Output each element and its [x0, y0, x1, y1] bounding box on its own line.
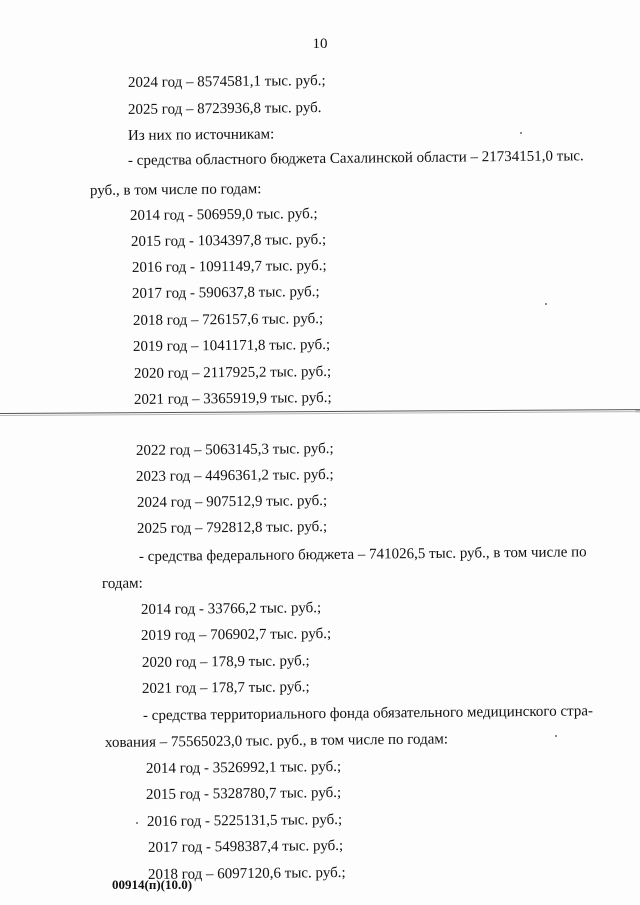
text-line-14: 2022 год – 5063145,3 тыс. руб.; [135, 440, 334, 459]
text-line-7: 2015 год - 1034397,8 тыс. руб.; [130, 231, 327, 250]
text-line-15: 2023 год – 4496361,2 тыс. руб.; [135, 466, 334, 485]
text-line-18: - средства федерального бюджета – 741026,5 тыс. руб., в том числе по [138, 544, 587, 565]
text-line-27: 2015 год - 5328780,7 тыс. руб.; [145, 784, 342, 803]
text-line-17: 2025 год – 792812,8 тыс. руб.; [136, 519, 328, 537]
text-line-20: 2014 год - 33766,2 тыс. руб.; [140, 600, 322, 618]
text-line-8: 2016 год - 1091149,7 тыс. руб.; [131, 257, 327, 276]
text-line-16: 2024 год – 907512,9 тыс. руб.; [136, 493, 328, 511]
text-line-6: 2014 год - 506959,0 тыс. руб.; [129, 206, 318, 224]
text-line-22: 2020 год – 178,9 тыс. руб.; [141, 653, 310, 671]
text-line-29: 2017 год - 5498387,4 тыс. руб.; [147, 837, 344, 856]
text-line-12: 2020 год – 2117925,2 тыс. руб.; [133, 363, 332, 382]
text-line-23: 2021 год – 178,7 тыс. руб.; [141, 679, 310, 697]
text-line-11: 2019 год – 1041171,8 тыс. руб.; [132, 336, 331, 355]
text-line-21: 2019 год – 706902,7 тыс. руб.; [140, 626, 332, 644]
text-line-26: 2014 год - 3526992,1 тыс. руб.; [145, 758, 342, 777]
text-line-5: руб., в том числе по годам: [89, 181, 262, 199]
text-line-3: Из них по источникам: [127, 126, 275, 144]
text-line-9: 2017 год - 590637,8 тыс. руб.; [131, 284, 320, 302]
text-line-10: 2018 год – 726157,6 тыс. руб.; [132, 311, 324, 329]
text-line-2: 2025 год – 8723936,8 тыс. руб. [127, 99, 322, 118]
text-line-28: 2016 год - 5225131,5 тыс. руб.; [146, 811, 343, 830]
scan-speck [136, 822, 138, 824]
scan-speck [545, 303, 547, 305]
text-line-30: 2018 год – 6097120,6 тыс. руб.; [147, 864, 346, 883]
text-line-24: - средства территориального фонда обязательного медицинского стра- [142, 703, 594, 724]
page-number: 10 [312, 36, 328, 52]
scan-speck [555, 735, 557, 737]
text-line-4: - средства областного бюджета Сахалинской области – 21734151,0 тыс. [127, 148, 584, 169]
text-line-13: 2021 год – 3365919,9 тыс. руб.; [133, 389, 332, 408]
document-code: 00914(п)(10.0) [112, 877, 193, 892]
text-line-19: годам: [101, 575, 143, 592]
scan-speck [520, 132, 522, 134]
text-line-1: 2024 год – 8574581,1 тыс. руб.; [127, 72, 326, 91]
text-line-25: хования – 75565023,0 тыс. руб., в том числе по годам: [104, 731, 449, 751]
